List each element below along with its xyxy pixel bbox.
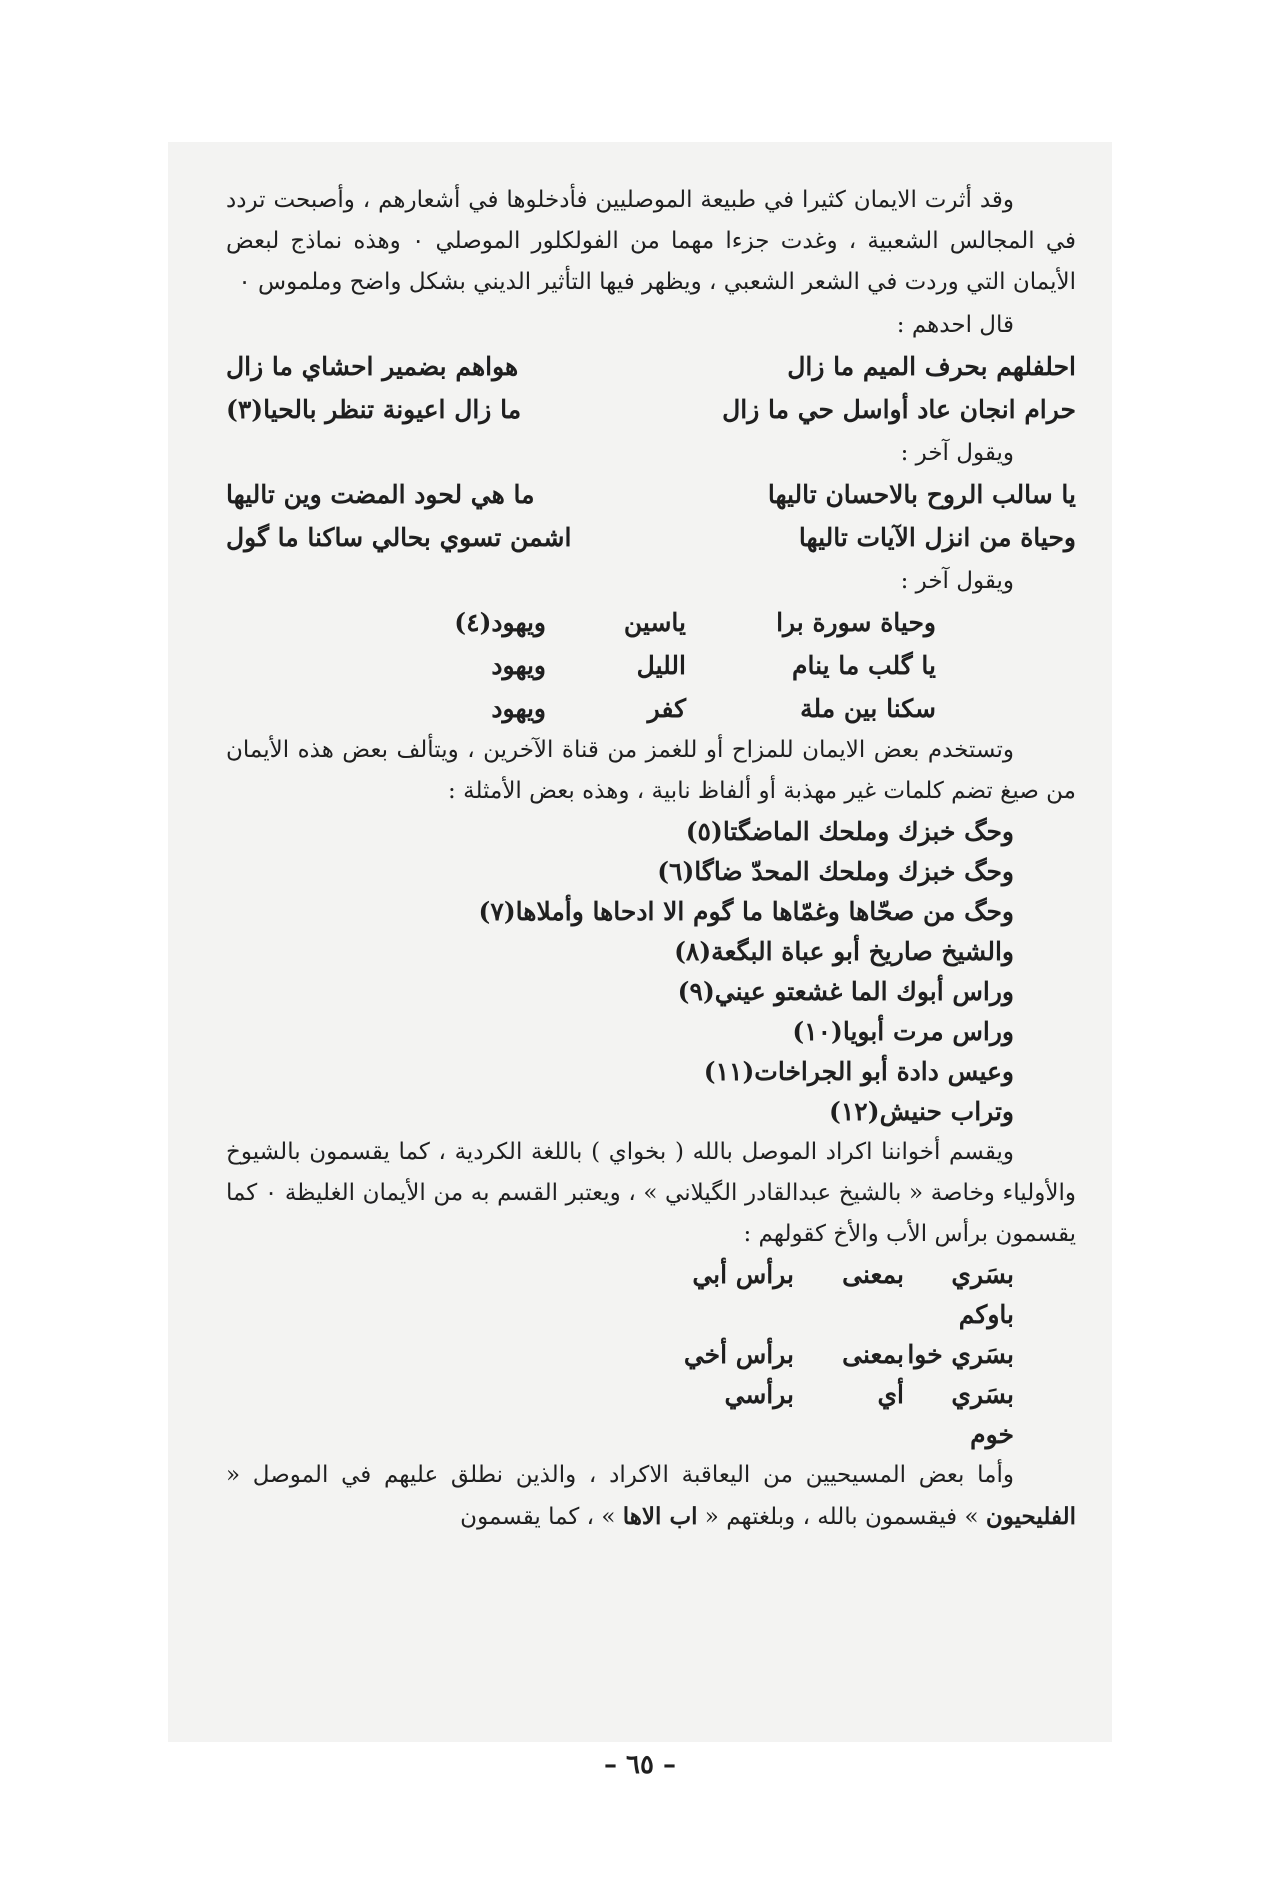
oath-example: وحگ خبزك وملحك المحدّ ضاگا(٦) bbox=[657, 857, 1014, 886]
oath-examples bbox=[226, 812, 1076, 1132]
term-fulayhiyun: الفليحيون bbox=[985, 1503, 1076, 1530]
oath-example: وحگ خبزك وملحك الماضگتا(٥) bbox=[685, 817, 1014, 846]
paragraph-4 bbox=[226, 1455, 1076, 1538]
verse-right: يا سالب الروح بالاحسان تاليها bbox=[767, 480, 1076, 509]
paragraph-4-text: » فيقسمون بالله ، وبلغتهم « bbox=[697, 1504, 986, 1530]
verse-col-1: سكنا بين ملة bbox=[800, 694, 936, 723]
verse-col-2: كفر bbox=[647, 694, 686, 723]
verse-line bbox=[226, 687, 1076, 730]
kurdish-oath-line bbox=[226, 1375, 1076, 1455]
book-page bbox=[168, 142, 1112, 1780]
kurdish-connector: بمعنى bbox=[842, 1260, 904, 1289]
verse-line bbox=[226, 388, 1076, 431]
oath-example: وحگ من صحّاها وغمّاها ما گوم الا ادحاها وأملاها(٧) bbox=[478, 897, 1014, 926]
verse-block-3 bbox=[226, 601, 1076, 730]
paragraph-2: وتستخدم بعض الايمان للمزاح أو للغمز من قناة الآخرين ، ويتألف بعض هذه الأيمان من صيغ تضم كلمات غير مهذبة أو ألفاظ نابية ، وهذه بعض الأمثلة : bbox=[226, 737, 1076, 804]
verse-col-1: يا گلب ما ينام bbox=[791, 651, 936, 680]
kurdish-connector: أي bbox=[877, 1380, 904, 1409]
verse-line bbox=[226, 644, 1076, 687]
intro-line-1: قال احدهم : bbox=[896, 312, 1014, 338]
kurdish-connector: بمعنى bbox=[842, 1340, 904, 1369]
verse-col-1: وحياة سورة برا bbox=[776, 608, 936, 637]
kurdish-meaning: برأس أبي bbox=[692, 1260, 794, 1289]
kurdish-oath-line bbox=[226, 1255, 1076, 1335]
verse-right: وحياة من انزل الآيات تاليها bbox=[798, 523, 1076, 552]
paragraph-4-text: وأما بعض المسيحيين من اليعاقبة الاكراد ، والذين نطلق عليهم في الموصل « bbox=[226, 1462, 1014, 1488]
paragraph-3: ويقسم أخواننا اكراد الموصل بالله ( بخواي ) باللغة الكردية ، كما يقسمون بالشيوخ والأولياء وخاصة « بالشيخ عبدالقادر الگيلاني » ، ويعتبر القسم به من الأيمان الغليظة ٠ كما يقسمون برأس الأب والأخ كقولهم : bbox=[226, 1139, 1076, 1247]
page-body bbox=[226, 180, 1076, 1538]
oath-example: وراس مرت أبويا(١٠) bbox=[792, 1017, 1014, 1046]
verse-line bbox=[226, 601, 1076, 644]
verse-col-3: ويهود bbox=[491, 651, 546, 680]
paragraph-1: وقد أثرت الايمان كثيرا في طبيعة الموصليين فأدخلوها في أشعارهم ، وأصبحت تردد في المجالس الشعبية ، وغدت جزءا مهما من الفولكلور الموصلي ٠ وهذه نماذج لبعض الأيمان التي وردت في الشعر الشعبي ، ويظهر فيها التأثير الديني بشكل واضح وملموس ٠ bbox=[226, 187, 1076, 295]
kurdish-oaths bbox=[226, 1255, 1076, 1455]
kurdish-phrase: بسَري خوا bbox=[907, 1340, 1014, 1369]
kurdish-meaning: برأس أخي bbox=[683, 1340, 794, 1369]
term-ab-alaha: اب الاها bbox=[622, 1503, 698, 1530]
oath-example: وعيس دادة أبو الجراخات(١١) bbox=[703, 1057, 1014, 1086]
verse-right: احلفلهم بحرف الميم ما زال bbox=[787, 352, 1076, 381]
paragraph-4-text: » ، كما يقسمون bbox=[460, 1504, 623, 1530]
verse-col-2: ياسين bbox=[623, 608, 686, 637]
verse-right: حرام انجان عاد أواسل حي ما زال bbox=[722, 395, 1076, 424]
verse-col-3: ويهود bbox=[491, 694, 546, 723]
verse-left: اشمن تسوي بحالي ساكنا ما گول bbox=[226, 523, 572, 552]
verse-line bbox=[226, 516, 1076, 559]
verse-line bbox=[226, 473, 1076, 516]
page-number: – ٦٥ – bbox=[603, 1750, 677, 1780]
verse-line bbox=[226, 345, 1076, 388]
oath-example: والشيخ صاريخ أبو عباة البگعة(٨) bbox=[674, 937, 1014, 966]
verse-left: هواهم بضمير احشاي ما زال bbox=[226, 352, 519, 381]
intro-line-2: ويقول آخر : bbox=[900, 440, 1014, 466]
kurdish-oath-line bbox=[226, 1335, 1076, 1375]
verse-block-1 bbox=[226, 345, 1076, 431]
oath-example: وتراب حنيش(١٢) bbox=[829, 1097, 1014, 1126]
kurdish-meaning: برأسي bbox=[724, 1380, 794, 1409]
intro-line-3: ويقول آخر : bbox=[900, 568, 1014, 594]
verse-col-2: الليل bbox=[636, 651, 686, 680]
kurdish-phrase: بسَري باوكم bbox=[951, 1260, 1014, 1329]
kurdish-phrase: بسَري خوم bbox=[951, 1380, 1014, 1449]
verse-block-2 bbox=[226, 473, 1076, 559]
verse-col-3: ويهود(٤) bbox=[454, 608, 546, 637]
verse-left: ما زال اعيونة تنظر بالحيا(٣) bbox=[226, 395, 522, 424]
oath-example: وراس أبوك الما غشعتو عيني(٩) bbox=[677, 977, 1014, 1006]
verse-left: ما هي لحود المضت وين تاليها bbox=[226, 480, 535, 509]
